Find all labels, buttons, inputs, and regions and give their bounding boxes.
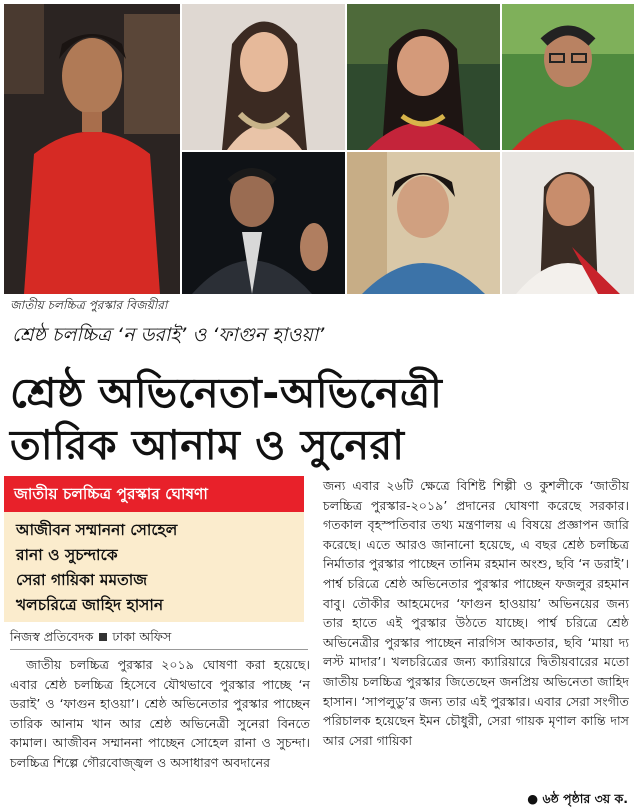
photo-woman-white-saree: [502, 152, 634, 294]
article-body-left: [10, 655, 310, 773]
subhead-line: খলচরিত্রে জাহিদ হাসান: [16, 596, 164, 614]
photo-man-glasses-red-shirt: [502, 4, 634, 150]
winners-photo-collage: [4, 4, 634, 294]
subhead-line: আজীবন সম্মাননা সোহেল: [16, 521, 178, 539]
byline-reporter: নিজস্ব প্রতিবেদক: [10, 629, 94, 644]
byline: [10, 629, 171, 649]
red-banner: জাতীয় চলচ্চিত্র পুরস্কার ঘোষণা: [4, 476, 304, 512]
continued-arrow-icon: ●: [527, 791, 543, 806]
photo-man-clapping: [182, 152, 345, 294]
body-paragraph: জাতীয় চলচ্চিত্র পুরস্কার ২০১৯ ঘোষণা করা হয়েছে। এবার শ্রেষ্ঠ চলচ্চিত্র হিসেবে যৌথভাবে পুরস্কার পাচ্ছে ‘ন ডরাই’ ও ‘ফাগুন হাওয়া’। শ্রেষ্ঠ অভিনেতার পুরস্কার পাচ্ছেন তারিক আনাম খান আর শ্রেষ্ঠ অভিনেত্রী সুনেরা বিনতে কামাল। আজীবন সম্মাননা পাচ্ছেন সোহেল রানা ও সুচন্দা। চলচ্চিত্র শিল্পে গৌরবোজ্জ্বল ও অসাধারণ অবদানের: [10, 657, 310, 770]
continued-label: ৬ষ্ঠ পৃষ্ঠার ৩য় ক.: [542, 791, 628, 806]
divider: [10, 649, 308, 650]
continued-on-page: [527, 791, 628, 811]
article-body-right: [323, 476, 629, 750]
photo-man-red-kurta: [4, 4, 180, 294]
kicker-line: শ্রেষ্ঠ চলচ্চিত্র ‘ন ডরাই’ ও ‘ফাগুন হাওয়া’: [12, 324, 325, 346]
photo-woman-red-saree: [347, 4, 500, 150]
body-paragraph: জন্য এবার ২৬টি ক্ষেত্রে বিশিষ্ট শিল্পী ও কুশলীকে ‘জাতীয় চলচ্চিত্র পুরস্কার-২০১৯’ প্রদানের ঘোষণা করেছে সরকার। গতকাল বৃহস্পতিবার তথ্য মন্ত্রণালয় এ বিষয়ে প্রজ্ঞাপন জারি করেছে। এতে আরও জানানো হয়েছে, এ বছর শ্রেষ্ঠ চলচ্চিত্র নির্মাতার পুরস্কার পাচ্ছেন তানিম রহমান অংশু, ছবি ‘ন ডরাই’। পার্শ্ব চরিত্রে শ্রেষ্ঠ অভিনেতার পুরস্কার পাচ্ছেন ফজলুর রহমান বাবু। তৌকীর আহমেদের ‘ফাগুন হাওয়ায়’ অভিনয়ের জন্য তার হাতে এই পুরস্কার উঠতে যাচ্ছে। পার্শ্ব চরিত্রে শ্রেষ্ঠ অভিনেত্রীর পুরস্কার পাচ্ছেন নারগিস আকতার, ছবি ‘মায়া দ্য লস্ট মাদার’। খলচরিত্রের জন্য ক্যারিয়ারে দ্বিতীয়বারের মতো জাতীয় চলচ্চিত্র পুরস্কার জিতেছেন জনপ্রিয় অভিনেতা জাহিদ হাসান। ‘সাপলুডু’র জন্য তার এই পুরস্কার। এবার সেরা সংগীত পরিচালক হয়েছেন ইমন চৌধুরী, সেরা গায়ক মৃণাল কান্তি দাস আর সেরা গায়িকা: [323, 478, 629, 748]
photo-woman-necklace: [182, 4, 345, 150]
headline-line-2: তারিক আনাম ও সুনেরা: [10, 421, 405, 469]
square-bullet-icon: [99, 633, 107, 641]
byline-office: ঢাকা অফিস: [112, 629, 172, 644]
photo-caption: জাতীয় চলচ্চিত্র পুরস্কার বিজয়ীরা: [10, 298, 168, 312]
headline-line-1: শ্রেষ্ঠ অভিনেতা-অভিনেত্রী: [10, 369, 443, 417]
subhead-box: [4, 512, 304, 622]
subhead-line: রানা ও সুচন্দাকে: [16, 546, 118, 564]
subhead-line: সেরা গায়িকা মমতাজ: [16, 571, 148, 589]
photo-man-blue-shirt: [347, 152, 500, 294]
